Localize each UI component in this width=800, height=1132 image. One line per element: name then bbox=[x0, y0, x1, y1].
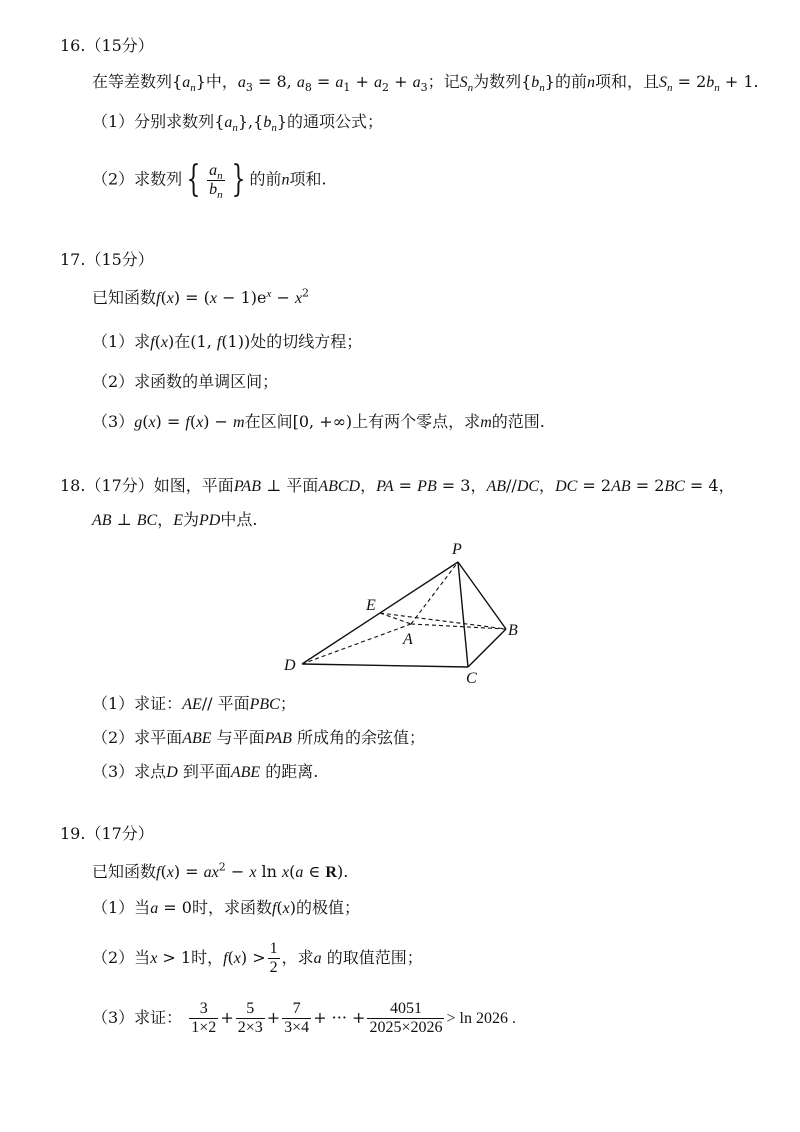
problem-17-q1: （1）求f(x)在(1, f(1))处的切线方程； bbox=[92, 332, 363, 351]
problem-18-header: 18.（17分）如图，平面PAB ⊥ 平面ABCD，PA = PB = 3，AB//DC，DC = 2AB = 2BC = 4， bbox=[60, 476, 735, 495]
problem-17-q3: （3）g(x) = f(x) − m在区间[0, +∞)上有两个零点，求m的范围. bbox=[92, 412, 545, 431]
problem-19-header: 19.（17分） bbox=[60, 824, 154, 843]
label-C: C bbox=[466, 670, 477, 687]
problem-18-q1: （1）求证：AE// 平面PBC； bbox=[92, 694, 296, 713]
problem-16-header: 16.（15分） bbox=[60, 36, 154, 55]
label-E: E bbox=[366, 597, 376, 614]
label-B: B bbox=[508, 622, 518, 639]
edge-PB bbox=[458, 562, 506, 629]
problem-18-q2: （2）求平面ABE 与平面PAB 所成角的余弦值； bbox=[92, 728, 425, 747]
problem-16-q2: （2）求数列 { $\frac{a_n}{b_n}$ } 的前n项和. bbox=[92, 159, 327, 201]
problem-16-q1: （1）分别求数列$\{a_n\},\{b_n\}$的通项公式； bbox=[92, 112, 384, 135]
edge-PC bbox=[458, 562, 468, 667]
fraction-1: $\frac{3}{1\times 2}$ bbox=[191, 1000, 217, 1036]
problem-19-stem: 已知函数$f(x) = ax^2 - x$ ln x(a ∈ R). bbox=[92, 860, 349, 881]
label-D: D bbox=[284, 657, 296, 674]
pyramid-figure bbox=[280, 540, 540, 690]
problem-19-q2: （2）当x > 1时，f(x) > $\frac{1}{2}$ ，求a 的取值范围； bbox=[92, 940, 423, 976]
problem-16-stem: 在等差数列$\{a_n\}$中，$a_3 = 8$, $a_8 = a_1 + a_2 + a_3$；记$S_n$为数列$\{b_n\}$的前n项和，且$S_n = 2b_n + 1$. bbox=[92, 72, 759, 95]
fraction-4: $\frac{4051}{2025\times 2026}$ bbox=[369, 1000, 443, 1036]
edge-EB bbox=[380, 613, 506, 629]
problem-17-stem: 已知函数$f(x) = (x - 1)e^x - x^2$ bbox=[92, 286, 310, 307]
problem-18-q3: （3）求点D 到平面ABE 的距离. bbox=[92, 762, 319, 781]
problem-18-header-line2: AB ⊥ BC，E为PD中点. bbox=[92, 510, 258, 529]
problem-19-q3: （3）求证： $\frac{3}{1\times 2}$ + $\frac{5}{2\times 3}$ + $\frac{7}{3\times 4}$ + ··· + $\frac{4051}{2025\times 2026}$ > ln 2026 . bbox=[92, 1000, 516, 1036]
edge-DA bbox=[302, 624, 411, 664]
label-A: A bbox=[403, 631, 413, 648]
edge-CB bbox=[468, 629, 506, 667]
fraction-2: $\frac{5}{2\times 3}$ bbox=[237, 1000, 263, 1036]
edge-AB bbox=[411, 624, 506, 629]
label-P: P bbox=[452, 541, 462, 558]
problem-19-q1: （1）当a = 0时，求函数f(x)的极值； bbox=[92, 898, 361, 917]
problem-17-q2: （2）求函数的单调区间； bbox=[92, 372, 279, 391]
edge-AP bbox=[411, 562, 458, 624]
fraction-3: $\frac{7}{3\times 4}$ bbox=[284, 1000, 310, 1036]
problem-17-header: 17.（15分） bbox=[60, 250, 154, 269]
edge-DC bbox=[302, 664, 468, 667]
